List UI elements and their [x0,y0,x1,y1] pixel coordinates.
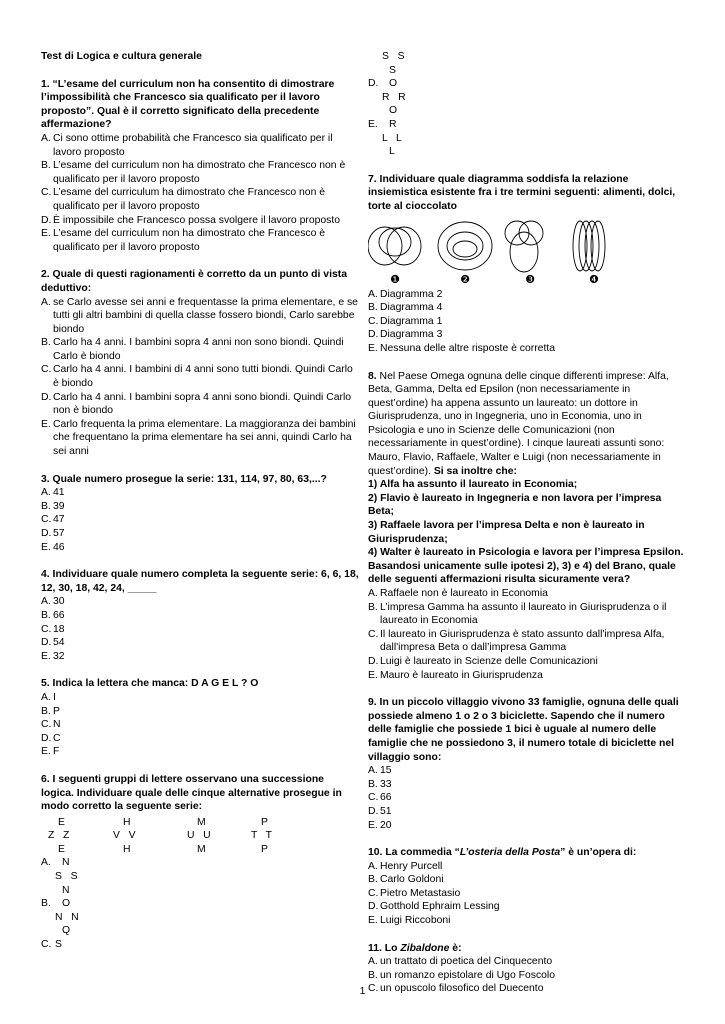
option-letter: E. [368,118,378,130]
answer-option [368,342,686,356]
question-7-options [368,288,686,356]
question-7 [368,173,686,356]
series-letter-pair: U U [187,830,211,842]
answer-option-letter: E. [41,541,51,553]
question-8-options [368,587,686,682]
left-column [41,50,359,952]
answer-option-letter: D. [41,732,52,744]
answer-option [368,914,686,928]
answer-option-text: P [53,705,60,717]
answer-option-letter: D. [368,329,379,341]
answer-option-text: un romanzo epistolare di Ugo Foscolo [380,969,556,981]
diagram-1-circle [368,227,402,265]
answer-option [368,900,686,914]
answer-option-letter: B. [368,969,378,981]
option-b-bottom: Q [62,925,71,937]
answer-option-text: 18 [53,623,65,635]
answer-option-letter: B. [41,160,51,172]
option-b-top: O [62,898,71,910]
diagram-4 [573,221,605,271]
option-e-bottom: L [389,146,395,158]
answer-option-letter: E. [368,819,378,831]
option-e-top: R [389,118,397,130]
diagram-3 [505,221,543,272]
answer-option-letter: C. [368,628,379,640]
answer-option-text: L’impresa Gamma ha assunto il laureato in Giurisprudenza o il laureato in Economia [380,601,667,627]
option-letter: C. [41,939,52,951]
answer-option-letter: D. [41,391,52,403]
question-6-text: 6. I seguenti gruppi di lettere osservano una successione logica. Individuare quale delle cinque alternative prosegue in modo corretto la seguente serie: [41,773,342,813]
answer-option-text: 41 [53,487,65,499]
answer-option [41,650,359,664]
answer-option-text: 51 [380,805,392,817]
question-11-pre: 11. Lo [368,942,401,954]
answer-option-text: Gotthold Ephraim Lessing [380,901,500,913]
answer-option [41,705,359,719]
answer-option-letter: D. [368,655,379,667]
answer-option-text: 47 [53,514,65,526]
answer-option-letter: D. [41,528,52,539]
question-10-title: L’osteria della Posta [459,847,561,859]
option-d-letters [368,77,686,118]
option-d-top: O [389,78,398,90]
answer-option-letter: C. [368,983,379,995]
answer-option-text: se Carlo avesse sei anni e frequentasse la prima elementare, e se tutti gli altri bambini di quella classe fossero biondi, Carlo sarebbe biondo [53,296,358,335]
diagram-2 [438,222,492,270]
diagram-1-circle [379,228,411,256]
answer-option-letter: B. [368,302,378,314]
answer-option-text: 66 [53,609,65,621]
answer-option-text: I [53,691,56,703]
answer-option-text: Carlo ha 4 anni. I bambini sopra 4 anni non sono biondi. Quindi Carlo è biondo [53,337,344,362]
answer-option-letter: A. [41,691,51,703]
question-8-fact-3: 3) Raffaele lavora per l’impresa Delta e non è laureato in Giurisprudenza; [368,520,645,545]
answer-option-letter: A. [368,288,378,300]
series-letter: E [58,843,65,855]
series-letter-pair: T T [251,830,272,842]
answer-option-text: Carlo ha 4 anni. I bambini di 4 anni sono tutti biondi. Quindi Carlo è biondo [53,364,353,390]
question-2 [41,268,359,458]
answer-option-letter: B. [368,874,378,886]
answer-option [368,873,686,887]
diagram-1 [368,227,421,265]
option-a-bottom: N [62,884,70,896]
venn-diagrams-svg [368,220,688,284]
answer-option-text: 57 [53,528,65,539]
answer-option-letter: B. [41,705,51,717]
question-4-text: 4. Individuare quale numero completa la seguente serie: 6, 6, 18, 12, 30, 18, 42, 24, _____ [41,569,359,594]
answer-option-text: L’esame del curriculum ha dimostrato che Francesco non è qualificato per il lavoro proposto [53,187,326,212]
option-e-letters [368,118,686,159]
question-9 [368,696,686,832]
answer-option [41,513,359,527]
answer-option-letter: C. [41,719,52,731]
right-column [368,50,686,1010]
answer-option-letter: C. [41,514,52,526]
answer-option [41,418,359,459]
answer-option-text: Luigi è laureato in Scienze delle Comunicazioni [380,655,598,667]
answer-option-text: Pietro Metastasio [380,887,461,899]
answer-option-letter: B. [368,601,378,613]
option-c-continued [368,50,686,77]
answer-option-letter: B. [41,337,51,349]
answer-option [368,860,686,874]
question-8-lead: Si sa inoltre che: [430,465,518,477]
answer-option [368,969,686,983]
answer-option [368,655,686,669]
option-b-mid: N N [55,911,79,923]
answer-option [41,623,359,637]
series-letter-pair: Z Z [48,830,70,842]
answer-option-text: 32 [53,650,65,662]
answer-option-text: Carlo frequenta la prima elementare. La maggioranza dei bambini che frequentano la prima elementare ha sei anni, quindi Carlo ha sei anni [53,418,356,458]
answer-option [368,887,686,901]
question-6 [41,773,359,952]
question-11-title: Zibaldone [400,942,450,954]
diagram-2-middle [447,232,483,260]
answer-option-text: 46 [53,541,65,553]
answer-option-letter: C. [368,315,379,327]
question-10 [368,846,686,928]
answer-option [41,500,359,514]
question-9-options [368,764,686,832]
answer-option [41,363,359,390]
answer-option-text: Raffaele non è laureato in Economia [380,588,548,599]
answer-option-letter: A. [368,860,378,872]
answer-option-letter: E. [41,418,51,430]
answer-option-text: Ci sono ottime probabilità che Francesco sia qualificato per il lavoro proposto [53,132,333,158]
answer-option-letter: A. [368,956,378,968]
answer-option-letter: A. [41,596,51,608]
diagram-3-circle [510,232,538,272]
answer-option-letter: E. [368,915,378,927]
answer-option [41,227,359,254]
answer-option [41,609,359,623]
question-10-text [368,846,686,860]
series-letter: P [261,816,268,828]
question-10-pre: 10. La commedia “ [368,847,460,859]
question-11-text [368,942,686,956]
option-d-mid: R R [382,91,406,103]
answer-option [41,595,359,609]
answer-option-text: Carlo ha 4 anni. I bambini sopra 4 anni sono biondi. Quindi Carlo non è biondo [53,391,352,417]
question-5 [41,677,359,759]
answer-option-text: un trattato di poetica del Cinquecento [380,956,553,968]
question-8-fact-2: 2) Flavio è laureato in Ingegneria e non lavora per l’impresa Beta; [368,492,662,518]
diagram-label-1: ❶ [390,272,400,284]
answer-option-text: 15 [380,765,392,777]
answer-option [41,159,359,186]
question-1-options [41,132,359,254]
question-2-text: 2. Quale di questi ragionamenti è corretto da un punto di vista deduttivo: [41,269,347,294]
question-11-post: è: [449,942,462,954]
answer-option-text: F [53,746,60,758]
answer-option [368,778,686,792]
diagram-2-inner [453,241,477,257]
answer-option-text: 39 [53,500,65,512]
answer-option-letter: A. [368,765,378,777]
question-7-text: 7. Individuare quale diagramma soddisfa la relazione insiemistica esistente fra i tre termini seguenti: alimenti, dolci, torte al cioccolato [368,173,676,212]
question-3 [41,473,359,555]
letter-series-top-row [41,816,359,830]
diagram-label-3: ❸ [525,272,535,284]
series-letter: P [261,843,268,855]
answer-option-letter: A. [41,487,51,499]
answer-option-text: Diagramma 1 [380,315,443,327]
answer-option [41,691,359,705]
answer-option-text: Henry Purcell [380,860,443,872]
option-letter: D. [368,78,379,90]
answer-option-letter: C. [368,887,379,899]
answer-option-text: L’esame del curriculum non ha dimostrato che Francesco è qualificato per il lavoro proposto [53,228,326,253]
answer-option [41,541,359,555]
series-letter: E [58,816,65,828]
question-9-text: 9. In un piccolo villaggio vivono 33 famiglie, ognuna delle quali possiede almeno 1 o 2 o 3 biciclette. Sapendo che il numero delle famiglie che possiede 1 bici è uguale al numero delle famiglie che ne possiedono 3, il numero totale di biciclette nel villaggio sono: [368,697,679,763]
answer-option-letter: A. [41,296,51,308]
question-4-options [41,595,359,663]
answer-option [368,955,686,969]
letter-series-bottom-row [41,843,359,857]
option-a-letters [41,856,359,897]
question-3-text: 3. Quale numero prosegue la serie: 131, 114, 97, 80, 63,...? [41,473,327,485]
answer-option [41,336,359,363]
option-c-bottom: S [389,64,396,76]
answer-option [41,745,359,759]
answer-option-letter: C. [41,623,52,635]
answer-option [41,391,359,418]
answer-option-letter: E. [41,650,51,662]
answer-option-letter: B. [41,500,51,512]
series-letter: M [197,816,206,828]
answer-option-letter: A. [368,588,378,599]
answer-option-text: Nessuna delle altre risposte è corretta [380,342,555,354]
answer-option [368,628,686,655]
diagram-label-2: ❷ [460,272,470,284]
option-c-top: S [55,939,62,951]
answer-option-text: 33 [380,778,392,790]
option-c-mid: S S [382,51,405,62]
option-a-mid: S S [55,871,78,883]
answer-option [368,328,686,342]
question-10-post: ” è un’opera di: [560,847,637,859]
diagram-label-4: ❹ [589,272,599,284]
answer-option-letter: C. [368,792,379,804]
answer-option-letter: C. [41,364,52,376]
answer-option [368,301,686,315]
answer-option [368,315,686,329]
answer-option-text: 20 [380,819,392,831]
question-1 [41,78,359,255]
question-1-text: 1. “L’esame del curriculum non ha consentito di dimostrare l’impossibilità che Francesco sia qualificato per il lavoro proposto”. Qual è il corretto significato della precedente affermazione? [41,78,335,131]
answer-option-letter: B. [41,609,51,621]
question-5-options [41,691,359,759]
page-number: 1 [359,986,366,997]
answer-option-text: 54 [53,637,65,649]
diagram-3-circle [519,221,543,245]
question-2-options [41,296,359,459]
answer-option-text: È impossibile che Francesco possa svolgere il lavoro proposto [53,214,341,226]
option-a-top: N [62,857,70,869]
answer-option [368,601,686,628]
question-4 [41,568,359,663]
answer-option-text: N [53,719,61,731]
answer-option-text: Diagramma 2 [380,288,443,300]
answer-option [368,587,686,601]
answer-option [41,186,359,213]
question-8-body: Nel Paese Omega ognuna delle cinque differenti imprese: Alfa, Beta, Gamma, Delta ed Epsilon (non necessariamente in quest’ordine) ha appena assunto un laureato: un dottore in Giurisprudenza, uno in Ingegneria, uno in Economia, uno in Psicologia e uno in Scienze delle Comunicazioni (non necessariamente in quest’ordine). I cinque laureati assunti sono: Mauro, Flavio, Raffaele, Walter e Luigi (non necessariamente in quest’ordine). [368,370,669,477]
answer-option [368,288,686,302]
answer-option [368,791,686,805]
answer-option-letter: A. [41,132,51,144]
option-c-letters [41,938,359,952]
answer-option-letter: B. [368,778,378,790]
answer-option-text: Luigi Riccoboni [380,915,451,927]
answer-option [41,718,359,732]
answer-option-letter: E. [41,746,51,758]
question-8-number: 8. [368,370,377,382]
question-5-text: 5. Indica la lettera che manca: D A G E L ? O [41,678,259,690]
answer-option-text: Carlo Goldoni [380,874,444,886]
question-3-options [41,486,359,554]
answer-option-letter: D. [41,214,52,226]
option-letter: A. [41,857,51,869]
option-e-mid: L L [382,132,402,144]
answer-option-text: Mauro è laureato in Giurisprudenza [380,669,543,681]
diagram-2-outer [438,222,492,270]
answer-option-letter: D. [41,637,52,649]
answer-option [368,669,686,683]
answer-option-letter: E. [368,669,378,681]
venn-diagrams [368,220,686,284]
answer-option-text: C [53,732,61,744]
answer-option [41,486,359,500]
answer-option-text: Diagramma 3 [380,329,443,341]
question-10-options [368,860,686,928]
option-letter: B. [41,898,51,910]
answer-option-text: Diagramma 4 [380,302,443,314]
letter-series [41,816,359,857]
answer-option [41,636,359,650]
document-title: Test di Logica e cultura generale [41,51,202,62]
question-8-fact-4: 4) Walter è laureato in Psicologia e lavora per l’impresa Epsilon. Basandosi unicamente sulle ipotesi 2), 3) e 4) del Brano, quale delle seguenti affermazioni risulta sicuramente vera? [368,547,684,586]
answer-option-text: L’esame del curriculum non ha dimostrato che Francesco non è qualificato per il lavoro proposto [53,160,346,185]
answer-option [368,764,686,778]
series-letter-pair: V V [113,830,136,842]
letter-series-mid-row [41,829,359,843]
option-d-bottom: O [389,105,398,117]
answer-option [41,527,359,541]
answer-option-letter: E. [368,342,378,354]
answer-option [41,132,359,159]
answer-option-letter: E. [41,228,51,240]
answer-option [368,819,686,833]
answer-option-text: un opuscolo filosofico del Duecento [380,983,544,995]
answer-option-text: Il laureato in Giurisprudenza è stato assunto dall'impresa Alfa, dall'impresa Beta o dall’impresa Gamma [380,628,665,654]
question-8-fact-1: 1) Alfa ha assunto il laureato in Economia; [368,479,578,491]
question-8-text [368,370,686,479]
answer-option-letter: C. [41,187,52,199]
answer-option [41,732,359,746]
answer-option-text: 66 [380,792,392,804]
answer-option [41,296,359,337]
series-letter: M [197,843,206,855]
answer-option [41,214,359,228]
question-8 [368,370,686,683]
answer-option-letter: D. [368,901,379,913]
diagram-3-circle [505,221,529,245]
answer-option-letter: D. [368,805,379,817]
answer-option [368,805,686,819]
series-letter: H [123,843,131,855]
series-letter: H [123,816,131,828]
diagram-1-circle [387,227,421,265]
option-b-letters [41,897,359,938]
answer-option-text: 30 [53,596,65,608]
